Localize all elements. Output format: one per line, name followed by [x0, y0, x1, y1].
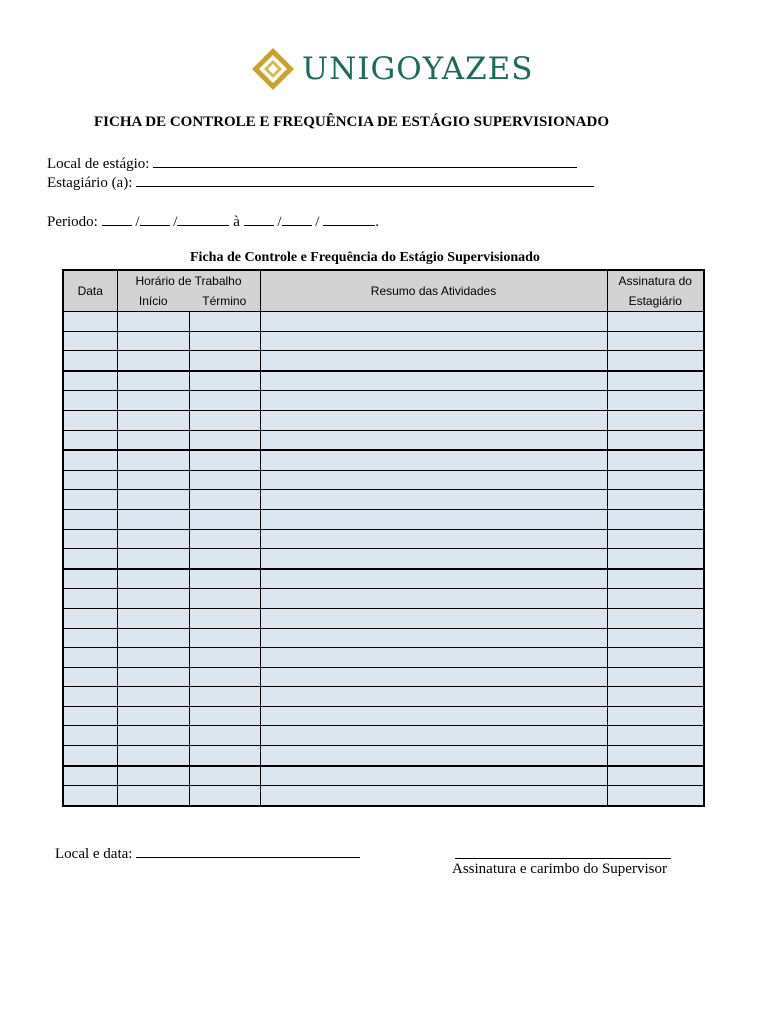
table-row: [63, 687, 704, 707]
cell-inicio[interactable]: [117, 726, 189, 746]
cell-resumo[interactable]: [260, 608, 607, 628]
header-assinatura-line2: Estagiário: [607, 291, 704, 312]
table-row: [63, 331, 704, 351]
cell-assinatura[interactable]: [607, 589, 704, 609]
table-row: [63, 648, 704, 668]
cell-resumo[interactable]: [260, 331, 607, 351]
cell-assinatura[interactable]: [607, 766, 704, 786]
cell-resumo[interactable]: [260, 589, 607, 609]
cell-inicio[interactable]: [117, 589, 189, 609]
cell-termino[interactable]: [189, 706, 260, 726]
header-termino: Término: [189, 291, 260, 312]
cell-data[interactable]: [63, 569, 117, 589]
cell-termino[interactable]: [189, 529, 260, 549]
cell-termino[interactable]: [189, 391, 260, 411]
periodo-start-day-line[interactable]: [102, 211, 132, 226]
table-row: [63, 589, 704, 609]
periodo-end-day-line[interactable]: [244, 211, 274, 226]
table-row: [63, 786, 704, 806]
cell-inicio[interactable]: [117, 648, 189, 668]
cell-assinatura[interactable]: [607, 667, 704, 687]
cell-inicio[interactable]: [117, 746, 189, 766]
cell-assinatura[interactable]: [607, 450, 704, 470]
cell-inicio[interactable]: [117, 529, 189, 549]
cell-inicio[interactable]: [117, 351, 189, 371]
cell-data[interactable]: [63, 726, 117, 746]
cell-termino[interactable]: [189, 569, 260, 589]
cell-termino[interactable]: [189, 786, 260, 806]
cell-termino[interactable]: [189, 667, 260, 687]
cell-assinatura[interactable]: [607, 549, 704, 569]
cell-data[interactable]: [63, 786, 117, 806]
cell-inicio[interactable]: [117, 430, 189, 450]
logo-brand-uni: UNI: [302, 51, 371, 87]
cell-termino[interactable]: [189, 766, 260, 786]
table-row: [63, 371, 704, 391]
cell-assinatura[interactable]: [607, 331, 704, 351]
cell-inicio[interactable]: [117, 371, 189, 391]
table-row: [63, 766, 704, 786]
estagiario-line[interactable]: [136, 172, 594, 187]
cell-termino[interactable]: [189, 470, 260, 490]
cell-assinatura[interactable]: [607, 391, 704, 411]
periodo-label: Periodo:: [47, 214, 98, 230]
table-row: [63, 628, 704, 648]
cell-resumo[interactable]: [260, 529, 607, 549]
estagiario-label: Estagiário (a):: [47, 175, 133, 191]
table-row: [63, 410, 704, 430]
table-row: [63, 529, 704, 549]
local-estagio-field: [47, 153, 577, 173]
cell-data[interactable]: [63, 648, 117, 668]
document-title: FICHA DE CONTROLE E FREQUÊNCIA DE ESTÁGIO SUPERVISIONADO: [94, 114, 609, 130]
header-assinatura-line1: Assinatura do: [607, 270, 704, 291]
cell-termino[interactable]: [189, 312, 260, 332]
cell-data[interactable]: [63, 430, 117, 450]
cell-data[interactable]: [63, 391, 117, 411]
cell-resumo[interactable]: [260, 726, 607, 746]
cell-assinatura[interactable]: [607, 648, 704, 668]
cell-termino[interactable]: [189, 351, 260, 371]
cell-data[interactable]: [63, 509, 117, 529]
cell-resumo[interactable]: [260, 312, 607, 332]
cell-data[interactable]: [63, 706, 117, 726]
cell-inicio[interactable]: [117, 628, 189, 648]
cell-resumo[interactable]: [260, 549, 607, 569]
periodo-field: [47, 211, 379, 231]
cell-data[interactable]: [63, 410, 117, 430]
cell-resumo[interactable]: [260, 509, 607, 529]
cell-assinatura[interactable]: [607, 706, 704, 726]
attendance-table-body: [63, 312, 704, 806]
cell-termino[interactable]: [189, 628, 260, 648]
cell-inicio[interactable]: [117, 410, 189, 430]
cell-resumo[interactable]: [260, 470, 607, 490]
table-row: [63, 430, 704, 450]
cell-data[interactable]: [63, 331, 117, 351]
cell-resumo[interactable]: [260, 628, 607, 648]
cell-assinatura[interactable]: [607, 430, 704, 450]
cell-assinatura[interactable]: [607, 509, 704, 529]
cell-data[interactable]: [63, 351, 117, 371]
periodo-sep-2: /: [173, 214, 178, 230]
cell-inicio[interactable]: [117, 667, 189, 687]
cell-assinatura[interactable]: [607, 371, 704, 391]
periodo-sep-1: /: [135, 214, 140, 230]
cell-data[interactable]: [63, 746, 117, 766]
cell-data[interactable]: [63, 470, 117, 490]
logo-brand-rest: GOYAZES: [370, 51, 534, 87]
cell-data[interactable]: [63, 667, 117, 687]
table-row: [63, 391, 704, 411]
cell-data[interactable]: [63, 628, 117, 648]
supervisor-signature-label: Assinatura e carimbo do Supervisor: [452, 861, 667, 877]
periodo-start-year-line[interactable]: [177, 211, 229, 226]
cell-termino[interactable]: [189, 608, 260, 628]
cell-termino[interactable]: [189, 430, 260, 450]
table-row: [63, 470, 704, 490]
cell-termino[interactable]: [189, 410, 260, 430]
cell-assinatura[interactable]: [607, 410, 704, 430]
local-data-label: Local e data:: [55, 846, 133, 862]
cell-resumo[interactable]: [260, 706, 607, 726]
header-resumo: Resumo das Atividades: [260, 270, 607, 312]
cell-termino[interactable]: [189, 746, 260, 766]
cell-inicio[interactable]: [117, 509, 189, 529]
local-estagio-line[interactable]: [153, 153, 577, 168]
cell-resumo[interactable]: [260, 569, 607, 589]
table-row: [63, 312, 704, 332]
periodo-start-month-line[interactable]: [140, 211, 170, 226]
supervisor-signature-line[interactable]: [455, 858, 671, 859]
periodo-end-year-line[interactable]: [323, 211, 375, 226]
header-inicio: Início: [117, 291, 189, 312]
cell-termino[interactable]: [189, 549, 260, 569]
periodo-a: à: [233, 214, 240, 230]
cell-inicio[interactable]: [117, 706, 189, 726]
periodo-end-month-line[interactable]: [282, 211, 312, 226]
cell-data[interactable]: [63, 450, 117, 470]
cell-inicio[interactable]: [117, 766, 189, 786]
cell-termino[interactable]: [189, 490, 260, 510]
cell-resumo[interactable]: [260, 667, 607, 687]
cell-data[interactable]: [63, 312, 117, 332]
cell-termino[interactable]: [189, 509, 260, 529]
cell-inicio[interactable]: [117, 490, 189, 510]
cell-resumo[interactable]: [260, 687, 607, 707]
cell-assinatura[interactable]: [607, 746, 704, 766]
cell-resumo[interactable]: [260, 786, 607, 806]
cell-termino[interactable]: [189, 589, 260, 609]
unigoyazes-diamond-logo-icon: [250, 46, 296, 92]
cell-termino[interactable]: [189, 331, 260, 351]
cell-data[interactable]: [63, 766, 117, 786]
cell-inicio[interactable]: [117, 331, 189, 351]
cell-inicio[interactable]: [117, 608, 189, 628]
cell-resumo[interactable]: [260, 490, 607, 510]
cell-resumo[interactable]: [260, 351, 607, 371]
cell-inicio[interactable]: [117, 569, 189, 589]
cell-resumo[interactable]: [260, 746, 607, 766]
table-title: Ficha de Controle e Frequência do Estágio Supervisionado: [190, 250, 540, 265]
cell-assinatura[interactable]: [607, 726, 704, 746]
cell-resumo[interactable]: [260, 430, 607, 450]
cell-assinatura[interactable]: [607, 470, 704, 490]
cell-assinatura[interactable]: [607, 608, 704, 628]
cell-inicio[interactable]: [117, 549, 189, 569]
cell-inicio[interactable]: [117, 312, 189, 332]
periodo-sep-3: /: [277, 214, 282, 230]
cell-termino[interactable]: [189, 371, 260, 391]
cell-data[interactable]: [63, 589, 117, 609]
table-row: [63, 726, 704, 746]
cell-inicio[interactable]: [117, 786, 189, 806]
estagiario-field: [47, 172, 594, 192]
cell-resumo[interactable]: [260, 648, 607, 668]
cell-resumo[interactable]: [260, 766, 607, 786]
cell-resumo[interactable]: [260, 391, 607, 411]
cell-assinatura[interactable]: [607, 351, 704, 371]
cell-data[interactable]: [63, 687, 117, 707]
cell-data[interactable]: [63, 608, 117, 628]
table-row: [63, 509, 704, 529]
cell-resumo[interactable]: [260, 410, 607, 430]
cell-resumo[interactable]: [260, 450, 607, 470]
table-row: [63, 351, 704, 371]
table-row: [63, 549, 704, 569]
cell-assinatura[interactable]: [607, 687, 704, 707]
table-row: [63, 746, 704, 766]
cell-assinatura[interactable]: [607, 490, 704, 510]
table-row: [63, 569, 704, 589]
cell-inicio[interactable]: [117, 391, 189, 411]
table-row: [63, 706, 704, 726]
cell-data[interactable]: [63, 549, 117, 569]
local-estagio-label: Local de estágio:: [47, 156, 150, 172]
cell-assinatura[interactable]: [607, 786, 704, 806]
table-row: [63, 450, 704, 470]
local-data-field: [55, 843, 360, 863]
unigoyazes-logo: [250, 44, 534, 94]
cell-data[interactable]: [63, 529, 117, 549]
cell-inicio[interactable]: [117, 450, 189, 470]
cell-resumo[interactable]: [260, 371, 607, 391]
cell-termino[interactable]: [189, 450, 260, 470]
cell-assinatura[interactable]: [607, 628, 704, 648]
header-horario: Horário de Trabalho: [117, 270, 260, 291]
table-row: [63, 667, 704, 687]
cell-assinatura[interactable]: [607, 312, 704, 332]
cell-assinatura[interactable]: [607, 569, 704, 589]
cell-inicio[interactable]: [117, 470, 189, 490]
header-data: Data: [63, 270, 117, 312]
cell-assinatura[interactable]: [607, 529, 704, 549]
table-row: [63, 490, 704, 510]
periodo-sep-4: /: [315, 214, 320, 230]
cell-termino[interactable]: [189, 648, 260, 668]
cell-termino[interactable]: [189, 726, 260, 746]
cell-inicio[interactable]: [117, 687, 189, 707]
table-row: [63, 608, 704, 628]
cell-termino[interactable]: [189, 687, 260, 707]
periodo-end: .: [375, 214, 379, 230]
attendance-table: [62, 269, 705, 807]
cell-data[interactable]: [63, 490, 117, 510]
local-data-line[interactable]: [136, 843, 360, 858]
cell-data[interactable]: [63, 371, 117, 391]
logo-wordmark: [302, 51, 534, 87]
